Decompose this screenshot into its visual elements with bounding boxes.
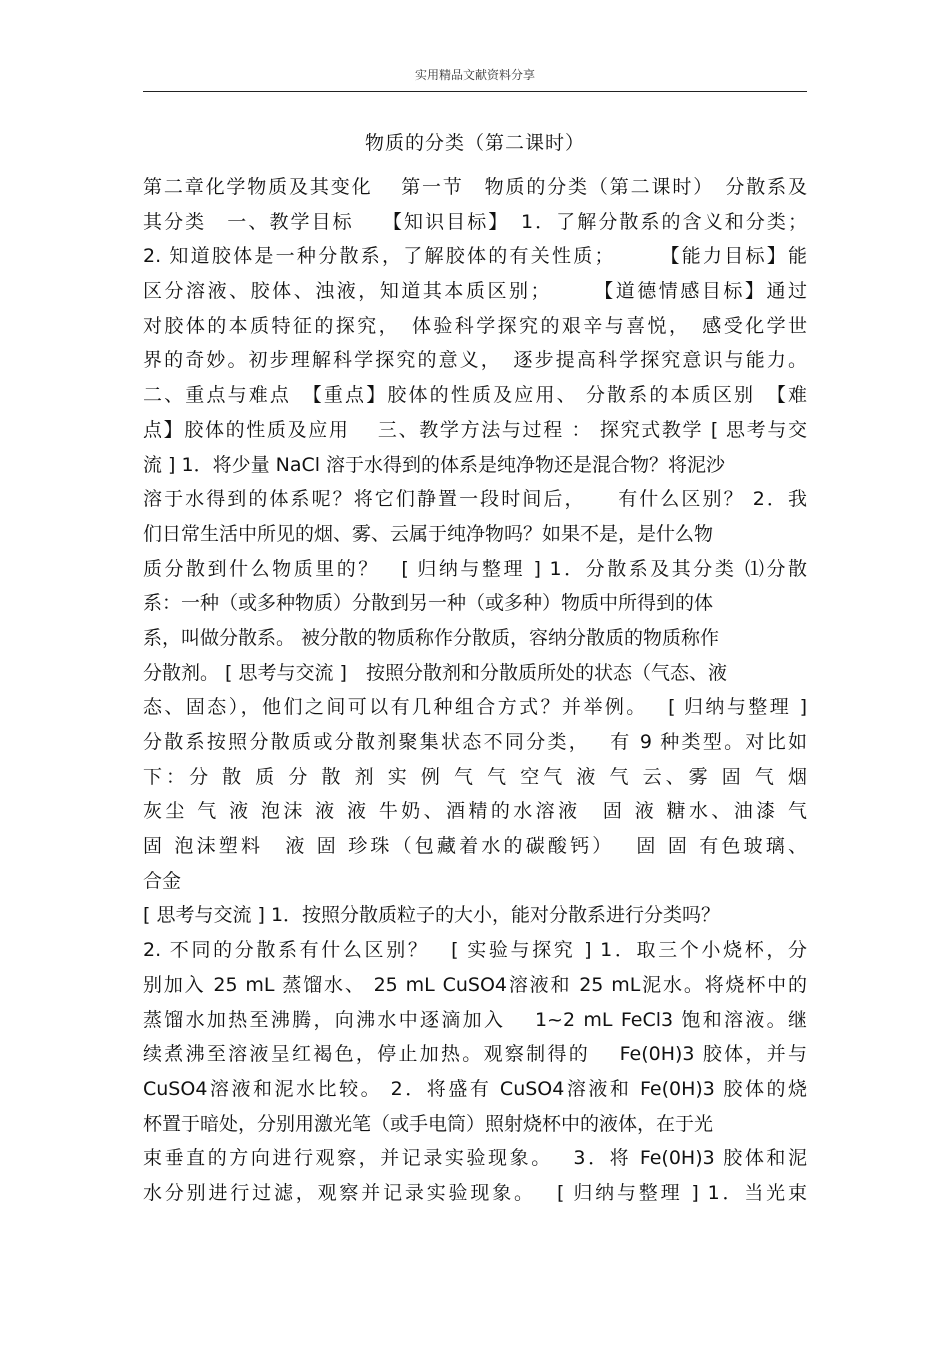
body-line: 溶于水得到的体系呢？将它们静置一段时间后， 有什么区别？ 2．我 [143,488,807,511]
body-line: 束垂直的方向进行观察，并记录实验现象。 3．将 Fe(0H)3 胶体和泥 [143,1147,807,1170]
document-title: 物质的分类（第二课时） [364,132,585,154]
body-line: 点】胶体的性质及应用 三、教学方法与过程 ： 探究式教学 [ 思考与交 [143,418,807,441]
body-line: 系：一种（或多种物质）分散到另一种（或多种）物质中所得到的体 [143,592,714,615]
body-line: 灰尘 气 液 泡沫 液 液 牛奶、酒精的水溶液 固 液 糖水、油漆 气 [143,800,807,823]
body-line: 蒸馏水加热至沸腾，向沸水中逐滴加入 1~2 mL FeCl3 饱和溶液。继 [143,1008,807,1031]
body-line: 第二章化学物质及其变化 第一节 物质的分类（第二课时） 分散系及 [143,176,807,198]
body-line: 们日常生活中所见的烟、雾、云属于纯净物吗？如果不是，是什么物 [143,522,714,545]
body-line: CuSO4溶液和泥水比较。 2．将盛有 CuSO4溶液和 Fe(0H)3 胶体的烧 [143,1077,807,1100]
body-line: 杯置于暗处，分别用激光笔（或手电筒）照射烧杯中的液体，在于光 [143,1112,714,1135]
body-line: [ 思考与交流 ] 1．按照分散质粒子的大小，能对分散系进行分类吗？ [143,904,721,927]
body-line: 系，叫做分散系。 被分散的物质称作分散质，容纳分散质的物质称作 [143,626,720,649]
body-line: 续煮沸至溶液呈红褐色，停止加热。观察制得的 Fe(0H)3 胶体，并与 [143,1043,807,1066]
body-line: 流 ] 1．将少量 NaCl 溶于水得到的体系是纯净物还是混合物？将泥沙 [143,453,726,476]
body-line: 分散系按照分散质或分散剂聚集状态不同分类， 有 9 种类型。对比如 [143,731,807,753]
body-line: 二、重点与难点 【重点】胶体的性质及应用、 分散系的本质区别 【难 [143,384,807,407]
page-header: 实用精品文献资料分享 [414,68,535,82]
body-line: 下：分 散 质 分 散 剂 实 例 气 气 空气 液 气 云、雾 固 气 烟 [143,765,807,788]
body-line: 2. 不同的分散系有什么区别？ [ 实验与探究 ] 1．取三个小烧杯，分 [143,939,807,962]
body-line: 水分别进行过滤，观察并记录实验现象。 [ 归纳与整理 ] 1．当光束 [143,1181,807,1204]
body-line: 别加入 25 mL 蒸馏水、 25 mL CuSO4溶液和 25 mL泥水。将烧杯中的 [143,973,807,996]
body-line: 合金 [143,869,182,892]
body-line: 其分类 一、教学目标 【知识目标】 1．了解分散系的含义和分类； [143,210,807,233]
body-line: 质分散到什么物质里的？ [ 归纳与整理 ] 1．分散系及其分类 ⑴分散 [143,557,807,580]
body-line: 区分溶液、胶体、浊液，知道其本质区别； 【道德情感目标】通过 [143,280,807,303]
document-body [143,170,807,1211]
body-line: 对胶体的本质特征的探究， 体验科学探究的艰辛与喜悦， 感受化学世 [143,314,807,337]
header-divider [143,91,807,92]
body-line: 界的奇妙。初步理解科学探究的意义， 逐步提高科学探究意识与能力。 [143,349,807,372]
body-line: 分散剂。 [ 思考与交流 ] 按照分散剂和分散质所处的状态（气态、液 [143,661,727,684]
body-line: 2. 知道胶体是一种分散系，了解胶体的有关性质； 【能力目标】能 [143,245,807,268]
body-line: 态、固态），他们之间可以有几种组合方式？并举例。 [ 归纳与整理 ] [143,696,807,719]
body-line: 固 泡沫塑料 液 固 珍珠（包藏着水的碳酸钙） 固 固 有色玻璃、 [143,835,807,858]
